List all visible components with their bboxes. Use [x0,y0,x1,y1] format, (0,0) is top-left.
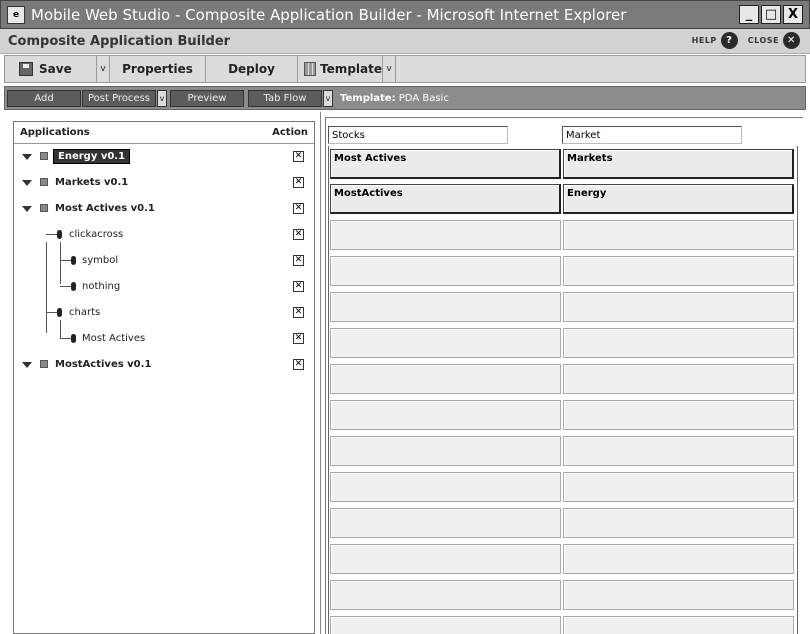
tree-item-most-actives[interactable] [14,198,314,218]
node-icon [57,230,62,239]
template-indicator [340,93,449,104]
expand-triangle-icon[interactable] [22,154,32,160]
empty-layout-cell[interactable] [330,220,561,250]
floppy-disk-icon [19,62,33,76]
empty-layout-cell[interactable] [330,436,561,466]
layout-cell[interactable]: Most Actives [330,149,561,179]
tree-item-markets[interactable] [14,172,314,192]
properties-button[interactable]: Properties [110,56,206,82]
empty-layout-cell[interactable] [563,580,794,610]
add-button[interactable]: Add [7,90,81,107]
remove-icon[interactable]: ✕ [294,333,303,343]
tab-name-stocks-input[interactable]: Stocks [328,126,508,144]
tree-item-most-actives-child[interactable] [14,328,314,348]
panel-divider[interactable] [320,112,321,634]
empty-layout-cell[interactable] [330,292,561,322]
empty-layout-cell[interactable] [330,400,561,430]
empty-layout-cell[interactable] [330,364,561,394]
expand-triangle-icon[interactable] [22,180,32,186]
node-icon [71,282,76,291]
save-dropdown-button[interactable]: v [97,56,110,82]
help-link[interactable] [692,32,738,49]
expand-triangle-icon[interactable] [22,362,32,368]
remove-icon[interactable]: ✕ [294,255,303,265]
tree-item-label: charts [69,306,101,318]
layout-cell[interactable]: Markets [563,149,794,179]
tree-item-label: Markets v0.1 [55,176,129,188]
tree-item-label: Energy v0.1 [53,149,130,164]
template-button[interactable] [298,56,383,82]
post-process-button[interactable]: Post Process [82,90,156,107]
empty-layout-cell[interactable] [563,544,794,574]
app-header [0,29,810,54]
minimize-button[interactable]: _ [739,5,759,24]
app-square-icon [40,178,48,186]
tab-flow-button[interactable]: Tab Flow [248,90,322,107]
tree-item-mostactives[interactable] [14,354,314,374]
layout-grid [328,146,798,634]
tree-item-label: symbol [82,254,119,266]
applications-panel [13,121,315,634]
tree-item-label: Most Actives [82,332,146,344]
remove-icon[interactable]: ✕ [294,307,303,317]
empty-layout-cell[interactable] [563,328,794,358]
tab-name-market-input[interactable]: Market [562,126,742,144]
empty-layout-cell[interactable] [563,436,794,466]
tree-item-label: Most Actives v0.1 [55,202,155,214]
app-square-icon [40,152,48,160]
remove-icon[interactable]: ✕ [294,359,303,369]
empty-layout-cell[interactable] [330,472,561,502]
empty-layout-cell[interactable] [563,256,794,286]
empty-layout-cell[interactable] [330,328,561,358]
tree-item-label: nothing [82,280,121,292]
page-title: Composite Application Builder [8,33,231,49]
tree-item-energy[interactable] [14,146,314,166]
empty-layout-cell[interactable] [563,616,794,634]
empty-layout-cell[interactable] [563,400,794,430]
close-label: CLOSE [747,36,779,45]
template-indicator-prefix: Template: [340,92,396,104]
main-toolbar [4,55,806,83]
expand-triangle-icon[interactable] [22,206,32,212]
close-link[interactable] [748,32,800,49]
template-indicator-value: PDA Basic [398,92,449,104]
remove-icon[interactable]: ✕ [294,177,303,187]
empty-layout-cell[interactable] [563,292,794,322]
tree-item-clickacross[interactable] [14,224,314,244]
maximize-button[interactable]: □ [761,5,781,24]
save-label: Save [39,62,72,76]
remove-icon[interactable]: ✕ [294,229,303,239]
remove-icon[interactable]: ✕ [294,281,303,291]
empty-layout-cell[interactable] [330,508,561,538]
template-label: Template [320,62,382,76]
template-grid-icon [304,62,316,76]
remove-icon[interactable]: ✕ [294,151,303,161]
toolbar-spacer [396,56,805,82]
window-title: Mobile Web Studio - Composite Application Builder - Microsoft Internet Explorer [31,5,627,24]
tree-item-charts[interactable] [14,302,314,322]
empty-layout-cell[interactable] [563,472,794,502]
empty-layout-cell[interactable] [563,364,794,394]
node-icon [71,334,76,343]
node-icon [57,308,62,317]
empty-layout-cell[interactable] [330,580,561,610]
deploy-button[interactable]: Deploy [206,56,298,82]
template-layout-panel [325,117,803,634]
empty-layout-cell[interactable] [563,220,794,250]
applications-header [14,122,314,144]
empty-layout-cell[interactable] [563,508,794,538]
post-process-dropdown[interactable]: v [157,90,167,107]
empty-layout-cell[interactable] [330,256,561,286]
tree-item-label: MostActives v0.1 [55,358,152,370]
tab-flow-dropdown[interactable]: v [323,90,333,107]
applications-column-header: Applications [20,127,90,138]
sub-toolbar [4,86,806,110]
preview-button[interactable]: Preview [170,90,244,107]
window-controls [739,5,803,24]
tree-item-symbol[interactable] [14,250,314,270]
help-label: HELP [691,36,717,45]
layout-cell[interactable]: Energy [563,184,794,214]
empty-layout-cell[interactable] [330,616,561,634]
window-titlebar [0,0,810,29]
tree-item-nothing[interactable] [14,276,314,296]
node-icon [71,256,76,265]
app-square-icon [40,360,48,368]
close-window-button[interactable]: X [783,5,803,24]
app-square-icon [40,204,48,212]
template-dropdown-button[interactable]: v [383,56,396,82]
tree-item-label: clickacross [69,228,124,240]
ie-page-icon: e [7,6,25,24]
help-icon: ? [721,32,738,49]
action-column-header: Action [272,127,308,138]
empty-layout-cell[interactable] [330,544,561,574]
save-button[interactable] [5,56,97,82]
layout-cell[interactable]: MostActives [330,184,561,214]
close-icon: ✕ [783,32,800,49]
remove-icon[interactable]: ✕ [294,203,303,213]
